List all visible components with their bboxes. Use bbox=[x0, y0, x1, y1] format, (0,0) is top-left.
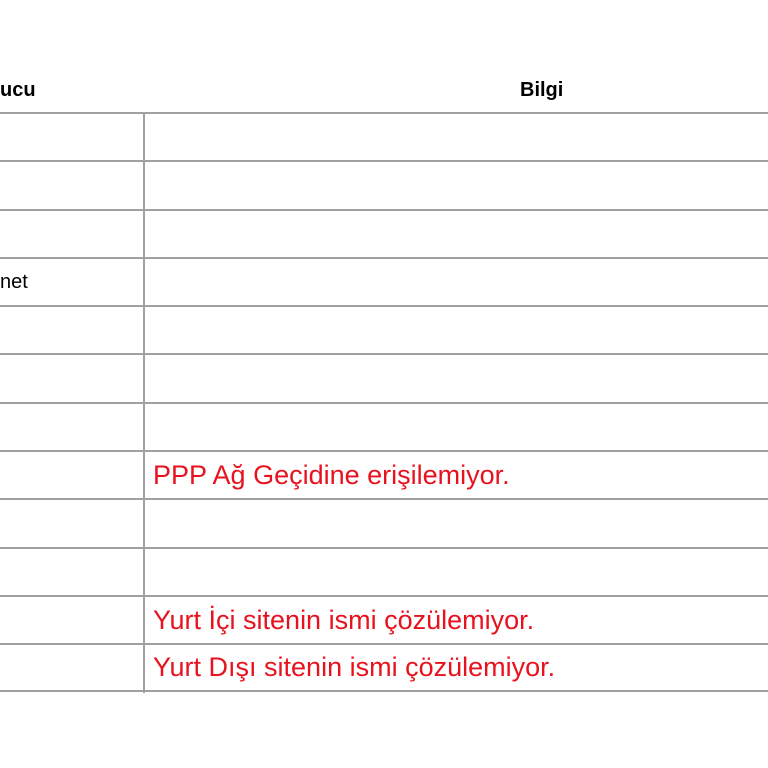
table-row bbox=[0, 547, 768, 595]
result-cell bbox=[0, 645, 143, 689]
info-cell bbox=[153, 211, 768, 257]
result-cell bbox=[0, 211, 143, 257]
info-cell bbox=[153, 162, 768, 208]
column-header-result: ucu bbox=[0, 79, 36, 101]
info-cell bbox=[153, 404, 768, 450]
table-row bbox=[0, 402, 768, 450]
result-cell bbox=[0, 452, 143, 498]
info-cell-error: Yurt İçi sitenin ismi çözülemiyor. bbox=[153, 604, 535, 635]
result-cell bbox=[0, 404, 143, 450]
table-row bbox=[0, 643, 768, 691]
table-row bbox=[0, 353, 768, 401]
column-divider bbox=[143, 112, 145, 693]
info-cell-error: Yurt Dışı sitenin ismi çözülemiyor. bbox=[153, 651, 556, 682]
table-row bbox=[0, 209, 768, 257]
result-cell bbox=[0, 500, 143, 546]
result-cell: net bbox=[0, 270, 28, 293]
result-cell bbox=[0, 307, 143, 353]
info-cell-error: PPP Ağ Geçidine erişilemiyor. bbox=[153, 459, 510, 490]
info-cell bbox=[153, 500, 768, 546]
table-row bbox=[0, 257, 768, 305]
info-cell bbox=[153, 114, 768, 160]
result-cell bbox=[0, 549, 143, 595]
info-cell bbox=[153, 307, 768, 353]
table-row bbox=[0, 160, 768, 208]
info-cell bbox=[153, 355, 768, 401]
table-row bbox=[0, 450, 768, 498]
info-cell bbox=[153, 259, 768, 305]
result-cell bbox=[0, 355, 143, 401]
results-table bbox=[0, 112, 768, 692]
result-cell bbox=[0, 162, 143, 208]
result-cell bbox=[0, 597, 143, 643]
result-cell bbox=[0, 114, 143, 160]
info-cell bbox=[153, 549, 768, 595]
column-header-info: Bilgi bbox=[520, 79, 564, 101]
table-row bbox=[0, 305, 768, 353]
table-row bbox=[0, 595, 768, 643]
table-row bbox=[0, 498, 768, 546]
table-row bbox=[0, 112, 768, 160]
